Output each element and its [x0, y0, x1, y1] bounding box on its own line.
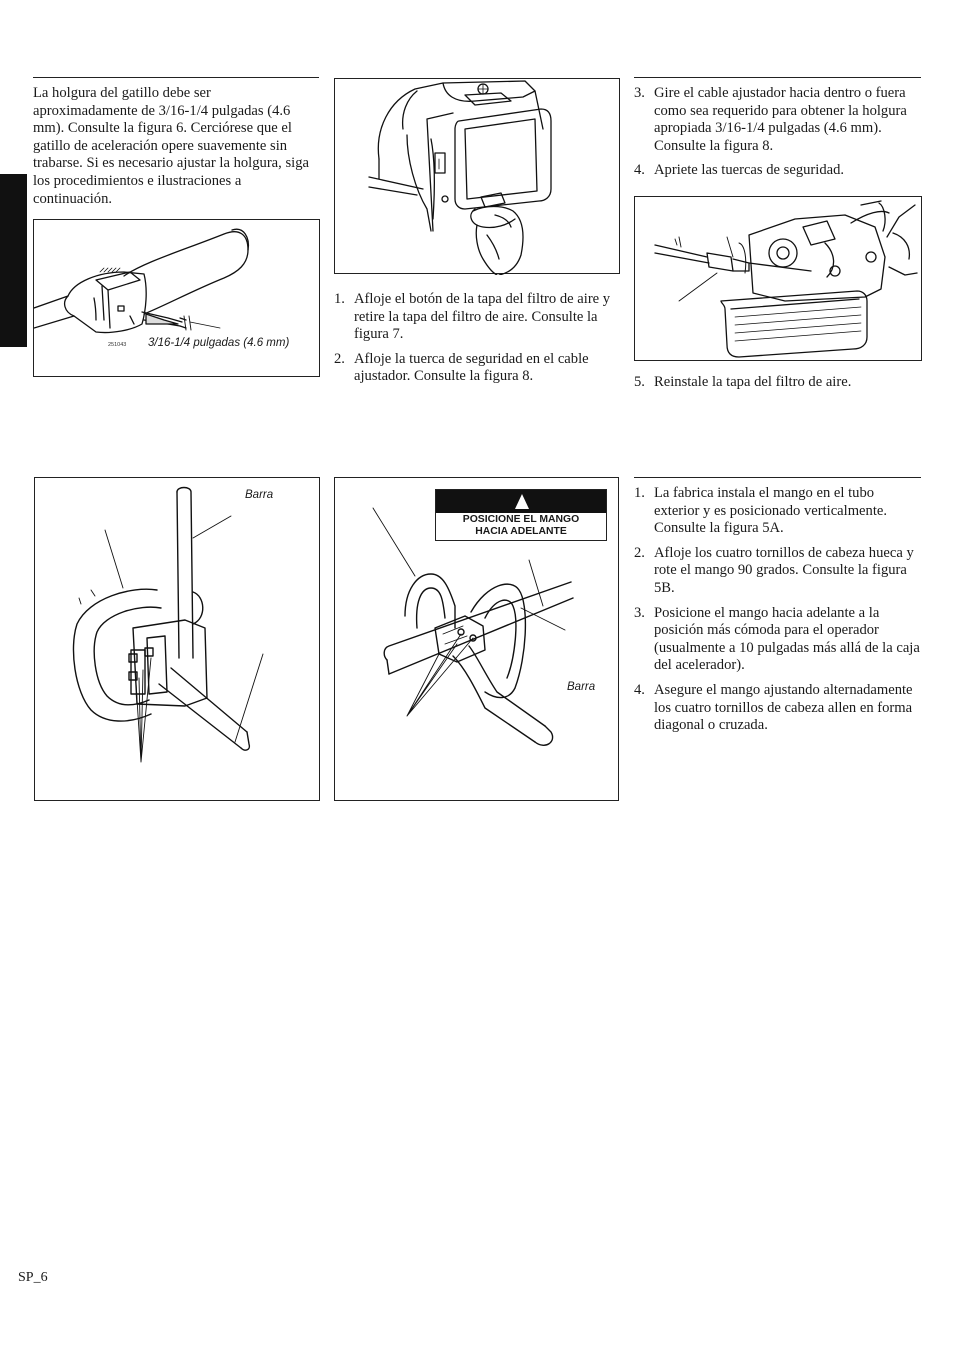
figure-6-part-number: 251043	[108, 342, 127, 348]
warning-label	[435, 489, 607, 541]
warning-line-2: HACIA ADELANTE	[475, 526, 567, 537]
step-text: Reinstale la tapa del filtro de aire.	[654, 374, 852, 390]
step-number: 3.	[634, 604, 645, 621]
step-number: 5.	[634, 374, 645, 390]
warning-bar	[436, 490, 606, 513]
steps-list-a	[334, 291, 620, 393]
step-number: 3.	[634, 85, 645, 101]
rule-col3-mid	[634, 477, 921, 478]
step-5	[634, 374, 921, 392]
warning-text	[436, 514, 606, 538]
figure-5b-label: Barra	[567, 681, 596, 693]
figure-5a-handle-vertical	[34, 477, 320, 801]
throttle-handle-illustration	[34, 220, 321, 378]
step-b-4	[634, 162, 921, 180]
figure-6-throttle-trigger	[33, 219, 320, 377]
rule-col3-top	[634, 77, 921, 78]
step-text: La fabrica instala el mango en el tubo exterior y es posicionado verticalmente. Consulte la figura 5A.	[654, 485, 888, 537]
figure-5b-handle-forward	[334, 477, 619, 801]
step-c-4	[634, 682, 921, 735]
step-a-2	[334, 351, 620, 386]
figure-5a-label: Barra	[245, 489, 274, 501]
steps-list-c	[634, 485, 921, 742]
step-text: Afloje el botón de la tapa del filtro de aire y retire la tapa del filtro de aire. Consulte la figura 7.	[354, 291, 611, 343]
step-a-1	[334, 291, 620, 344]
step-text: Gire el cable ajustador hacia dentro o fuera como sea requerido para obtener la holgura apropiada 3/16-1/4 pulgadas (4.6 mm). Consulte la figura 8.	[654, 85, 907, 154]
step-text: Apriete las tuercas de seguridad.	[654, 162, 845, 179]
step-number: 4.	[634, 162, 645, 179]
adjuster-cable-illustration	[635, 197, 923, 362]
step-c-2	[634, 545, 921, 598]
steps-list-b	[634, 85, 921, 187]
warning-line-1: POSICIONE EL MANGO	[462, 514, 580, 525]
air-filter-illustration	[335, 79, 621, 275]
step-number: 1.	[334, 291, 345, 307]
step-text: Afloje la tuerca de seguridad en el cable ajustador. Consulte la figura 8.	[354, 350, 589, 385]
intro-paragraph: La holgura del gatillo debe ser aproximadamente de 3/16-1/4 pulgadas (4.6 mm). Consulte la figura 6. Cerciórese que el gatillo de aceleración opere suavemente sin trabarse. Si es necesario ajustar la holgura, siga los procedimientos e ilustraciones a continuación.	[33, 85, 309, 207]
step-number: 1.	[634, 485, 645, 501]
step-number: 2.	[334, 350, 345, 367]
step-c-1	[634, 485, 921, 538]
step-number: 2.	[634, 544, 645, 561]
section-tab	[0, 174, 27, 347]
step-text: Posicione el mango hacia adelante a la posición más cómoda para el operador (usualmente a 10 pulgadas más allá de la caja del acelerador).	[654, 604, 920, 674]
step-number: 4.	[634, 681, 645, 698]
figure-7-air-filter-cover	[334, 78, 620, 274]
steps-list-step5	[634, 374, 921, 399]
step-text: Afloje los cuatro tornillos de cabeza hueca y rote el mango 90 grados. Consulte la figura 5B.	[654, 544, 914, 596]
warning-triangle-icon	[436, 490, 608, 513]
handle-vertical-illustration	[35, 478, 321, 802]
page-number: SP_6	[18, 1270, 48, 1285]
figure-6-caption: 3/16-1/4 pulgadas (4.6 mm)	[148, 337, 290, 349]
step-text: Asegure el mango ajustando alternadamente los cuatro tornillos de cabeza allen en forma diagonal o cruzada.	[654, 681, 913, 734]
step-b-3	[634, 85, 921, 155]
figure-8-adjuster-cable	[634, 196, 922, 361]
step-c-3	[634, 605, 921, 675]
rule-col1-top	[33, 77, 319, 78]
